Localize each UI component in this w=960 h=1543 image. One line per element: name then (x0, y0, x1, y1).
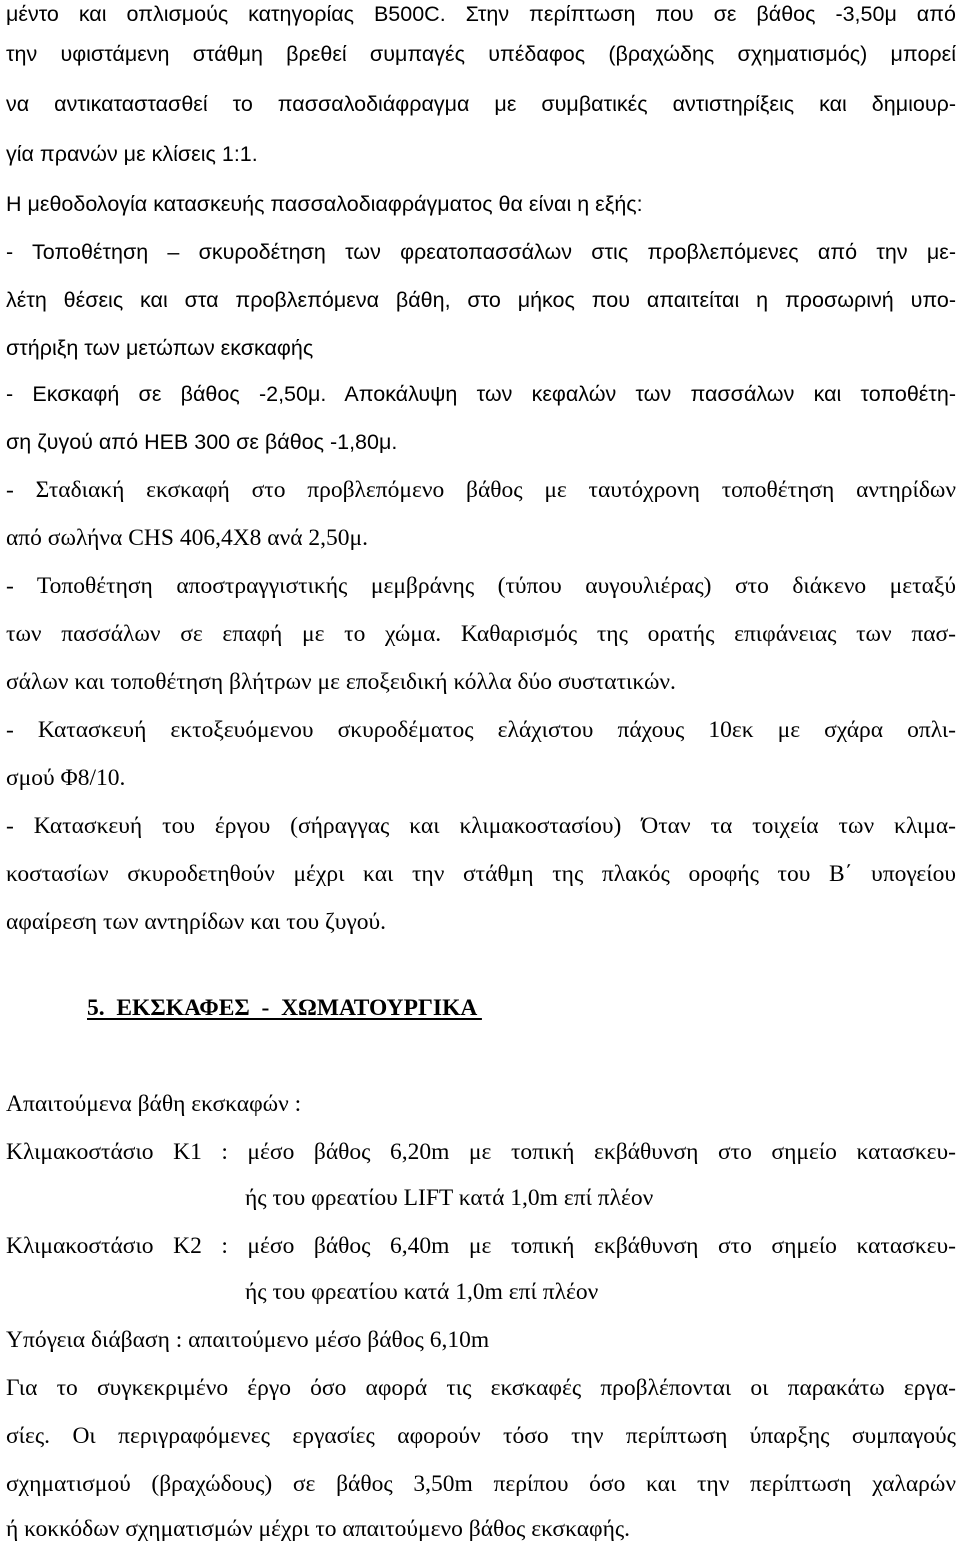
step-line: σάλων και τοποθέτηση βλήτρων με εποξειδική κόλλα δύο συστατικών. (6, 669, 676, 695)
depth-line: ής του φρεατίου LIFT κατά 1,0m επί πλέον (245, 1185, 654, 1211)
closing-line: ή κοκκόδων σχηματισμών μέχρι το απαιτούμενο βάθος εκσκαφής. (6, 1516, 631, 1542)
intro-line: μέντο και οπλισμούς κατηγορίας Β500C. Στην περίπτωση που σε βάθος -3,50μ από (6, 2, 956, 26)
step-line: των πασσάλων σε επαφή με το χώμα. Καθαρισμός της ορατής επιφάνειας των πασ- (6, 621, 956, 647)
intro-line: γία πρανών με κλίσεις 1:1. (6, 142, 258, 166)
step-line: λέτη θέσεις και στα προβλεπόμενα βάθη, στο μήκος που απαιτείται η προσωρινή υπο- (6, 288, 956, 312)
step-line: αφαίρεση των αντηρίδων και του ζυγού. (6, 909, 386, 935)
step-line: - Τοποθέτηση αποστραγγιστικής μεμβράνης (τύπου αυγουλιέρας) στο διάκενο μεταξύ (6, 573, 956, 599)
step-line: - Τοποθέτηση – σκυροδέτηση των φρεατοπασσάλων στις προβλεπόμενες από την με- (6, 240, 956, 264)
depth-line: Υπόγεια διάβαση : απαιτούμενο μέσο βάθος 6,10m (6, 1327, 490, 1353)
closing-line: Για το συγκεκριμένο έργο όσο αφορά τις εκσκαφές προβλέπονται οι παρακάτω εργα- (6, 1375, 956, 1401)
depth-line: Κλιμακοστάσιο Κ2 : μέσο βάθος 6,40m με τοπική εκβάθυνση στο σημείο κατασκευ- (6, 1233, 956, 1259)
step-line: ση ζυγού από HEB 300 σε βάθος -1,80μ. (6, 430, 398, 454)
methodology-intro: Η μεθοδολογία κατασκευής πασσαλοδιαφράγματος θα είναι η εξής: (6, 192, 643, 216)
closing-line: σχηματισμού (βραχώδους) σε βάθος 3,50m περίπου όσο και την περίπτωση χαλαρών (6, 1471, 956, 1497)
depth-line: ής του φρεατίου κατά 1,0m επί πλέον (245, 1279, 599, 1305)
step-line: σμού Φ8/10. (6, 765, 126, 791)
step-line: - Κατασκευή εκτοξευόμενου σκυροδέματος ελάχιστου πάχους 10εκ με σχάρα οπλι- (6, 717, 956, 743)
step-line: κοστασίων σκυροδετηθούν μέχρι και την στάθμη της πλακός οροφής του Β΄ υπογείου (6, 861, 956, 887)
step-line: - Σταδιακή εκσκαφή στο προβλεπόμενο βάθος με ταυτόχρονη τοποθέτηση αντηρίδων (6, 477, 956, 503)
step-line: - Κατασκευή του έργου (σήραγγας και κλιμακοστασίου) Όταν τα τοιχεία των κλιμα- (6, 813, 956, 839)
intro-line: να αντικαταστασθεί το πασσαλοδιάφραγμα με συμβατικές αντιστηρίξεις και δημιουρ- (6, 92, 956, 116)
step-line: στήριξη των μετώπων εκσκαφής (6, 336, 314, 360)
step-line: - Εκσκαφή σε βάθος -2,50μ. Αποκάλυψη των κεφαλών των πασσάλων και τοποθέτη- (6, 382, 956, 406)
depth-line: Κλιμακοστάσιο Κ1 : μέσο βάθος 6,20m με τοπική εκβάθυνση στο σημείο κατασκευ- (6, 1139, 956, 1165)
step-line: από σωλήνα CHS 406,4X8 ανά 2,50μ. (6, 525, 369, 551)
depths-title: Απαιτούμενα βάθη εκσκαφών : (6, 1091, 302, 1117)
section-heading: 5. ΕΚΣΚΑΦΕΣ - ΧΩΜΑΤΟΥΡΓΙΚΑ (87, 995, 482, 1021)
intro-line: την υφιστάμενη στάθμη βρεθεί συμπαγές υπέδαφος (βραχώδης σχηματισμός) μπορεί (6, 42, 956, 66)
closing-line: σίες. Οι περιγραφόμενες εργασίες αφορούν τόσο την περίπτωση ύπαρξης συμπαγούς (6, 1423, 956, 1449)
